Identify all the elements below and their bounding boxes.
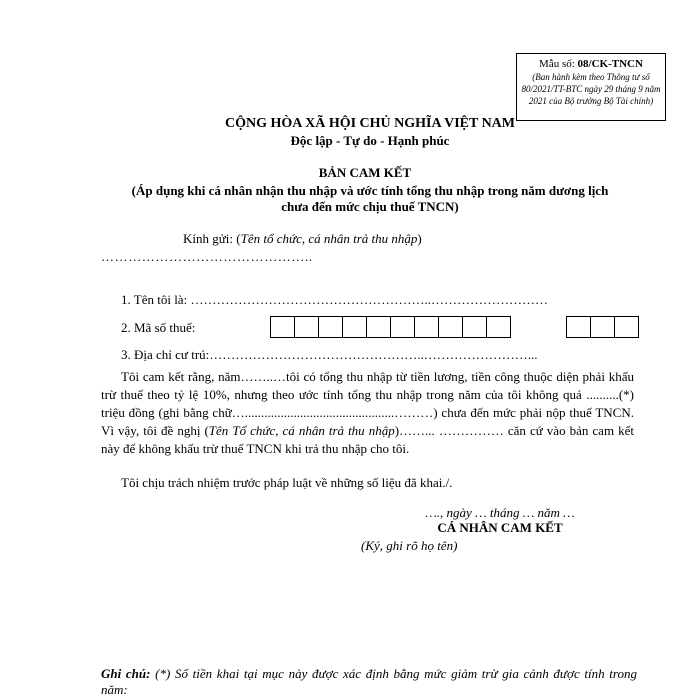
commitment-text: Tôi cam kết rằng, năm……..…tôi có tổng thu nhập từ tiền lương, tiền công thuộc diện phải khấu trừ thuế theo tỷ lệ 10%, nhưng theo ước tính tổng thu nhập trong năm của tôi không quá ..........(*) triệu đồng (ghi bằng chữ…..............................................………) chưa đến mức phải nộp thuế TNCN. Vì vậy, tôi đề nghị ( [101,369,634,438]
commitment-text-end: )……... …………… căn cứ vào bản cam kết này để không khấu trừ thuế TNCN khi trả thu nhập cho tôi. [101,423,634,456]
form-note-line: (Ban hành kèm theo Thông tư số [532,72,650,82]
form-code-value: 08/CK-TNCN [577,58,643,70]
recipient-placeholder: Tên tổ chức, cá nhân trả thu nhập [240,231,418,246]
address-field: 3. Địa chỉ cư trú:…………………………………………..……………………... [121,347,538,362]
tax-code-cell[interactable] [270,316,295,338]
form-code-note [517,71,665,107]
tax-code-cell[interactable] [566,316,591,338]
tax-code-cell[interactable] [318,316,343,338]
footnote-label: Ghi chú: [101,666,151,681]
tax-code-cell[interactable] [414,316,439,338]
tax-code-cell[interactable] [342,316,367,338]
tax-code-boxes-suffix [566,316,638,338]
subtitle-line: chưa đến mức chịu thuế TNCN) [281,199,459,214]
subtitle-line: (Áp dụng khi cá nhân nhận thu nhập và ước tính tổng thu nhập trong năm dương lịch [131,183,609,198]
tax-code-cell[interactable] [614,316,639,338]
form-note-line: 2021 của Bộ trưởng Bộ Tài chính) [528,96,654,106]
tax-code-cell[interactable] [486,316,511,338]
footnote-text: (*) Số tiền khai tại mục này được xác định bằng mức giảm trừ gia cảnh được tính trong năm: [101,666,637,697]
tax-code-cell[interactable] [366,316,391,338]
tax-code-cell[interactable] [390,316,415,338]
form-code [517,58,665,70]
document-title: BẢN CAM KẾT [318,165,412,180]
footnote [101,666,637,698]
tax-code-cell[interactable] [590,316,615,338]
tax-code-cell[interactable] [462,316,487,338]
recipient-line [183,231,422,247]
form-code-prefix: Mẫu số: [539,58,578,70]
signature-note: (Ký, ghi rõ họ tên) [361,538,458,553]
motto: Độc lập - Tự do - Hạnh phúc [290,133,450,148]
form-note-line: 80/2021/TT-BTC ngày 29 tháng 9 năm [521,84,661,94]
signature-title: CÁ NHÂN CAM KẾT [437,520,563,535]
tax-code-label: 2. Mã số thuế: [121,320,196,335]
responsibility-statement: Tôi chịu trách nhiệm trước pháp luật về những số liệu đã khai./. [121,475,453,490]
tax-code-cell[interactable] [438,316,463,338]
payer-placeholder: Tên Tổ chức, cá nhân trả thu nhập [208,423,395,438]
recipient-label: Kính gửi: ( [183,231,241,246]
tax-code-cell[interactable] [294,316,319,338]
country-name: CỘNG HÒA XÃ HỘI CHỦ NGHĨA VIỆT NAM [224,116,515,131]
commitment-paragraph [101,368,634,458]
name-field: 1. Tên tôi là: ………………………………………………..……………………… [121,292,548,307]
recipient-close: ) [417,231,422,246]
signature-date: …., ngày … tháng … năm … [425,505,575,520]
form-code-box [516,53,666,121]
tax-code-boxes-main [270,316,510,338]
recipient-dots: ……………………………………….. [101,249,313,264]
document-subtitle [100,183,640,215]
